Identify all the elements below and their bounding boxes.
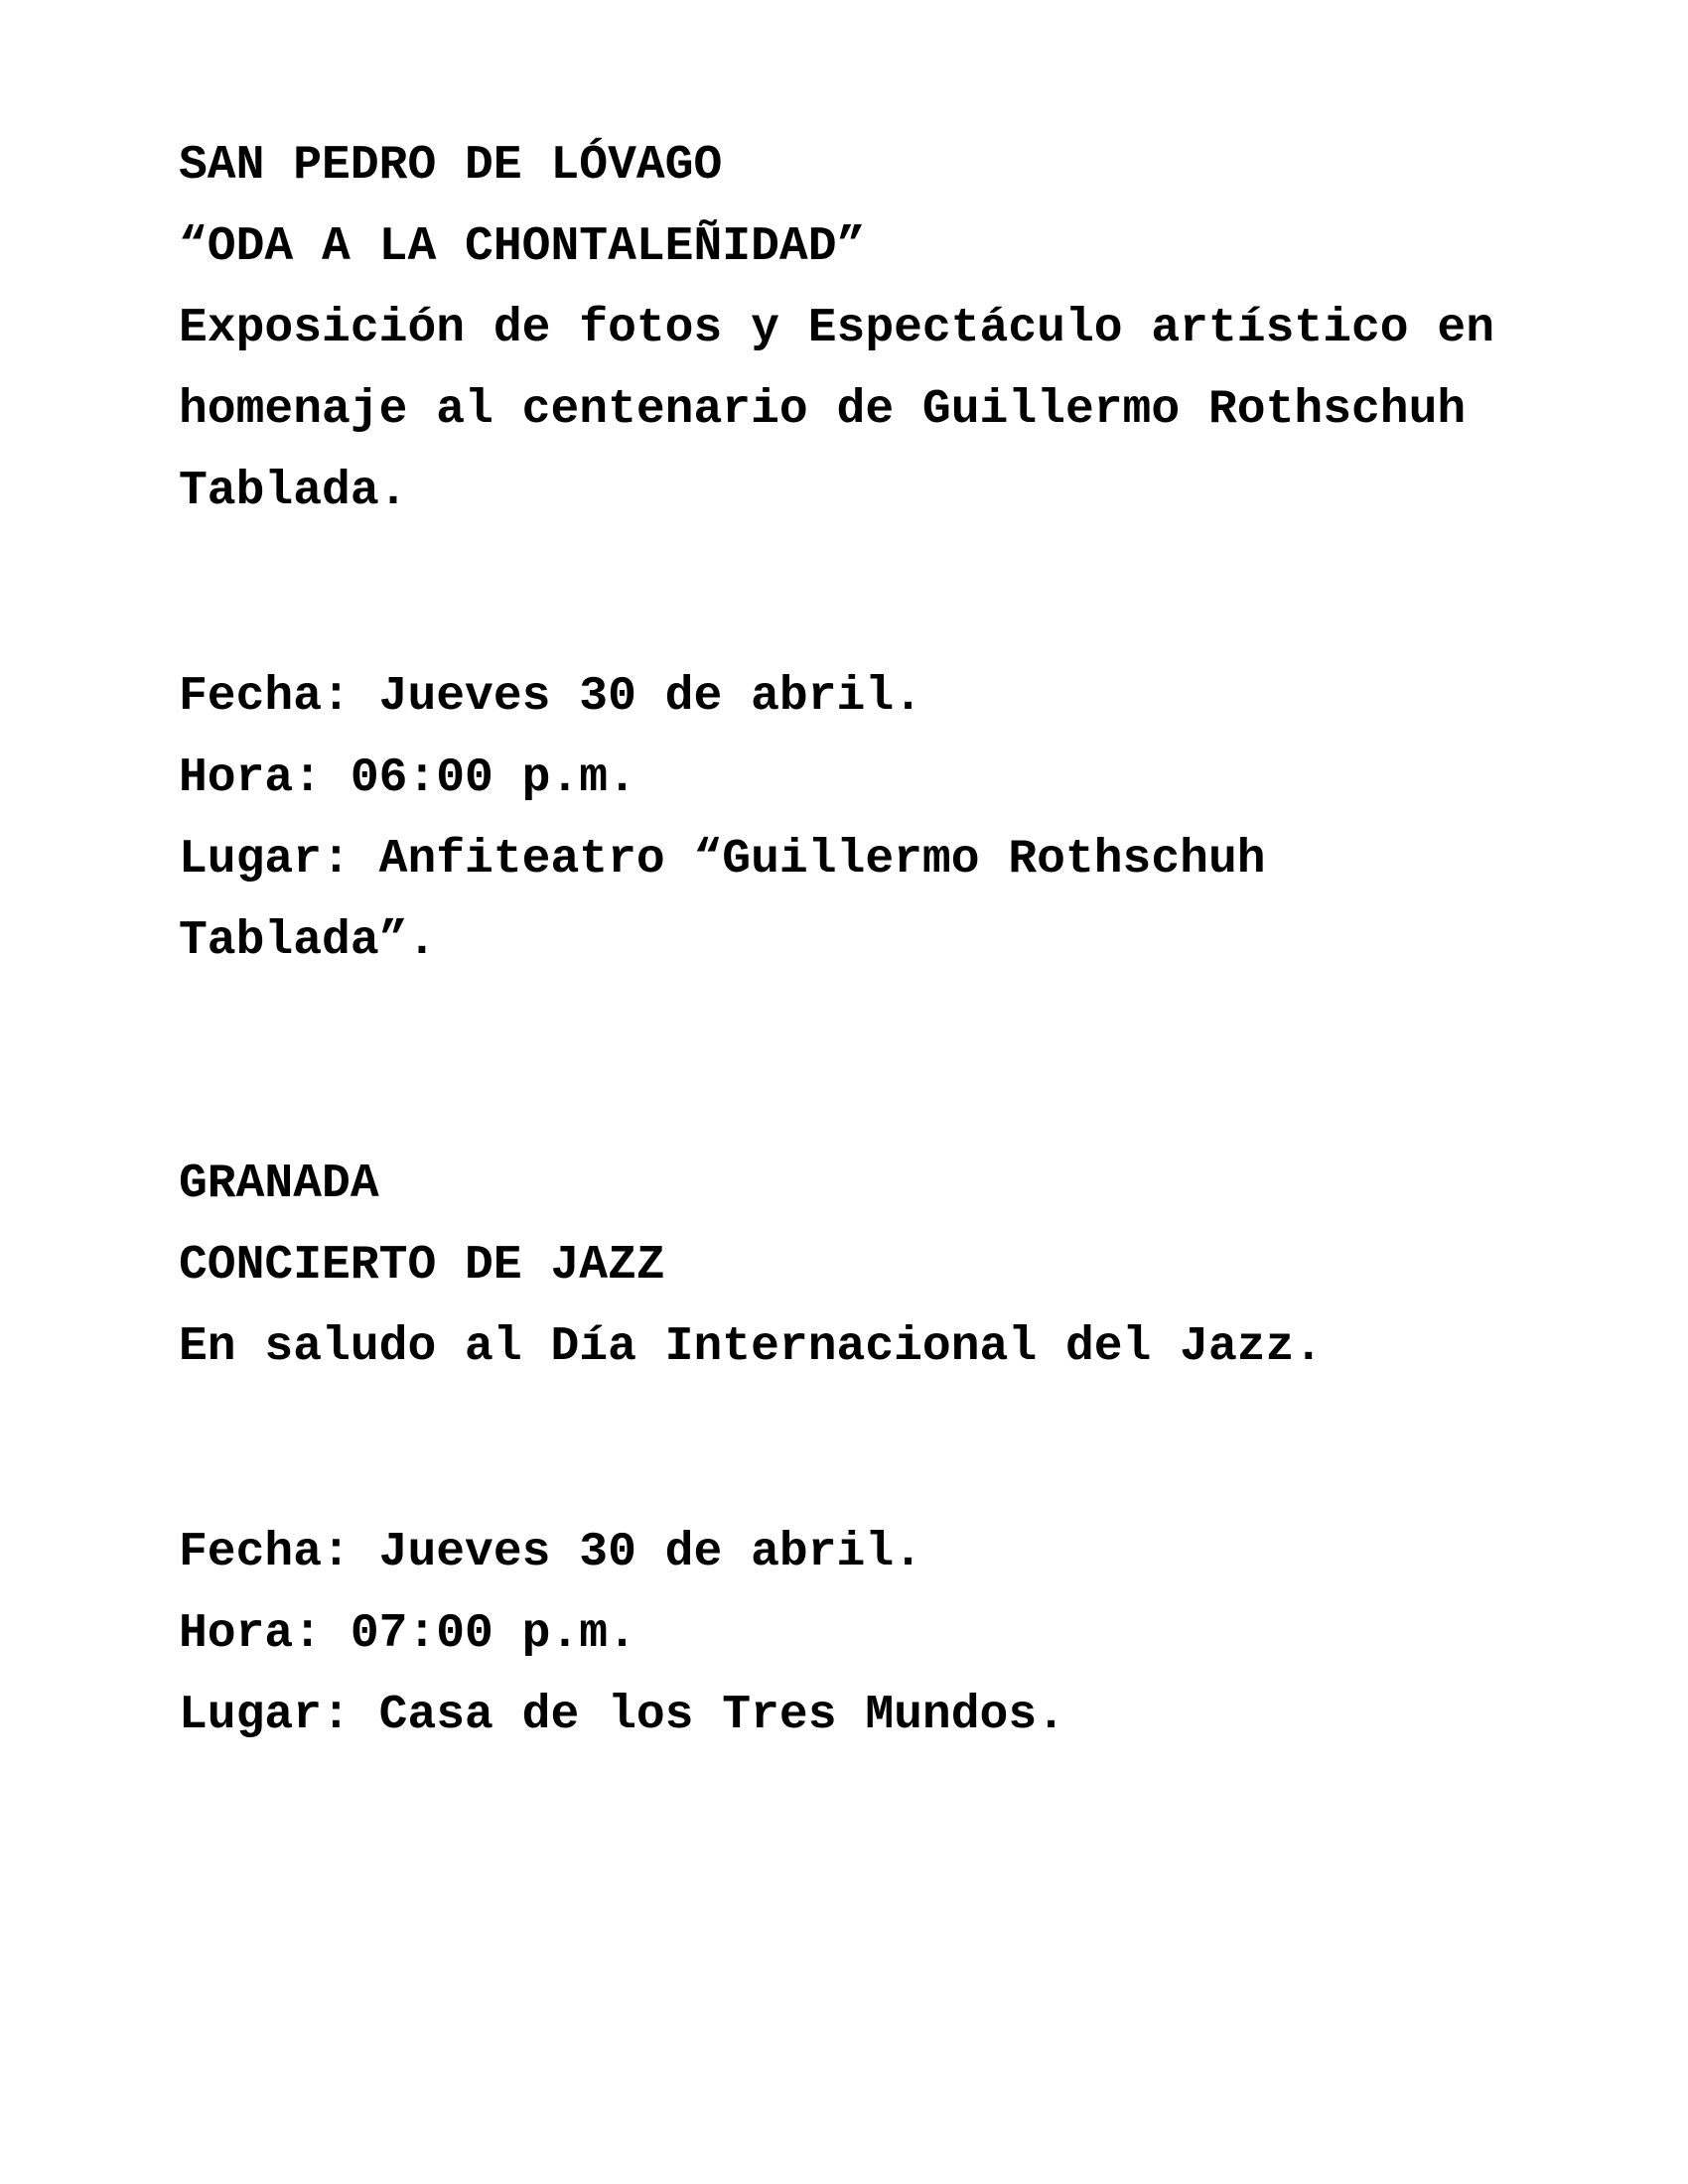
event-title: “ODA A LA CHONTALEÑIDAD” [179,220,866,274]
event-venue-line: Lugar: Anfiteatro “Guillermo Rothschuh Tablada”. [179,833,1266,968]
event-date-line: Fecha: Jueves 30 de abril. [179,1526,922,1579]
event-details [179,1512,1589,1756]
event-section-granada [179,1144,1589,1756]
event-section-san-pedro [179,125,1589,982]
event-time-line: Hora: 06:00 p.m. [179,751,636,805]
event-date-line: Fecha: Jueves 30 de abril. [179,670,922,724]
event-city: SAN PEDRO DE LÓVAGO [179,139,723,193]
event-title: CONCIERTO DE JAZZ [179,1239,665,1293]
event-description: Exposición de fotos y Espectáculo artístico en homenaje al centenario de Guillermo Rothschuh Tablada. [179,302,1495,518]
event-city: GRANADA [179,1158,379,1211]
event-description: En saludo al Día Internacional del Jazz. [179,1320,1324,1374]
event-time-line: Hora: 07:00 p.m. [179,1607,636,1661]
event-venue-line: Lugar: Casa de los Tres Mundos. [179,1689,1065,1742]
event-details [179,656,1589,982]
